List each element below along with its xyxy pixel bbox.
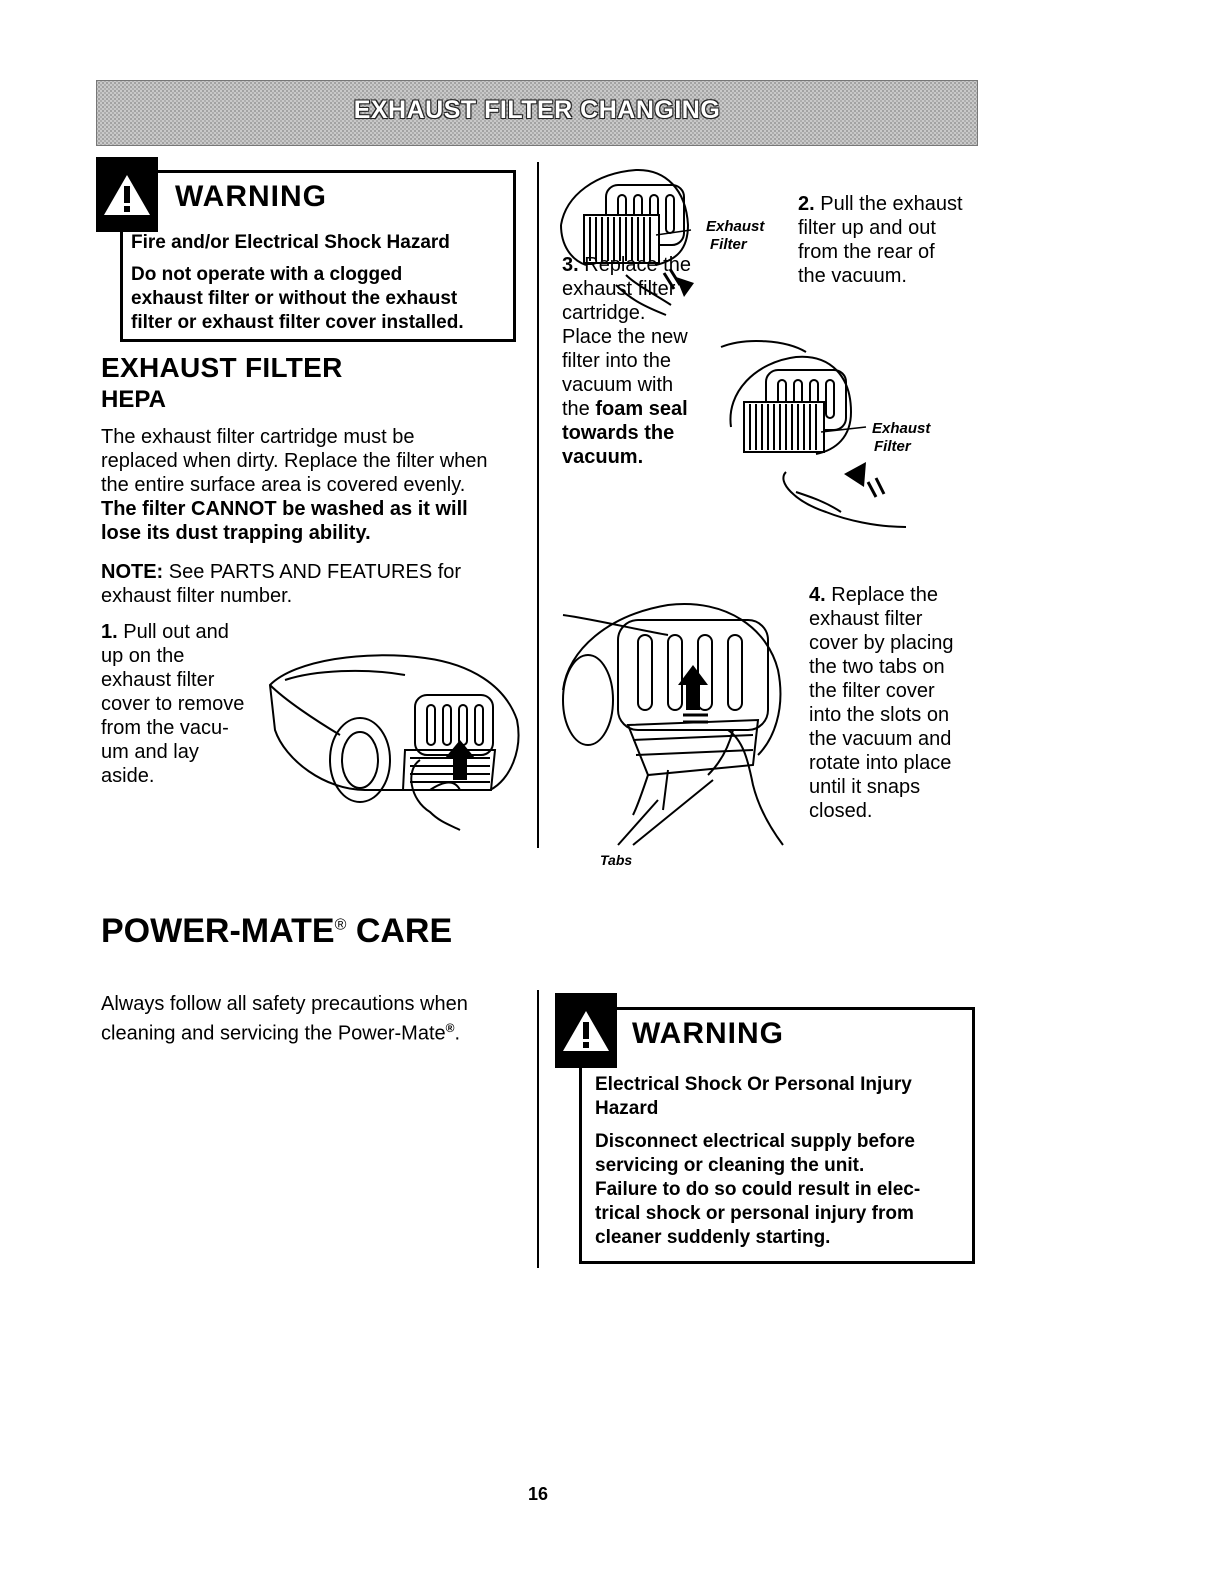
text-line: the vacuum. <box>798 265 907 287</box>
step-2-text <box>798 192 988 288</box>
warning-title: WARNING <box>175 180 327 213</box>
warning-line: filter or exhaust filter cover installed. <box>131 312 464 333</box>
column-divider-bottom <box>537 990 539 1268</box>
text-line: exhaust filter <box>101 669 215 691</box>
text-line: from the rear of <box>798 241 935 263</box>
step-1-text <box>101 620 261 788</box>
step-number: 1. <box>101 621 118 643</box>
text-line: trical shock or personal injury from <box>595 1203 914 1224</box>
text-line: Disconnect electrical supply before <box>595 1131 915 1152</box>
powermate-intro <box>101 992 531 1046</box>
text-line: Pull out and <box>117 621 229 643</box>
warning-title: WARNING <box>632 1017 784 1050</box>
note-text: See PARTS AND FEATURES for <box>163 561 462 583</box>
page-number: 16 <box>528 1484 549 1504</box>
text-line: up on the <box>101 645 185 667</box>
text-line: filter into the <box>562 350 671 372</box>
heading-text: POWER-MATE <box>101 912 335 950</box>
warning-flag <box>555 993 617 1068</box>
text-line: the <box>562 398 596 420</box>
text-line: vacuum with <box>562 374 674 396</box>
replace-cover-illustration <box>558 590 808 850</box>
exhaust-filter-callout <box>706 218 764 254</box>
column-divider-top <box>537 162 539 848</box>
text-line: Place the new <box>562 326 688 348</box>
callout-line: Exhaust <box>706 218 765 235</box>
callout-line: Exhaust <box>872 420 931 437</box>
note-block <box>101 560 531 608</box>
text-line: closed. <box>809 800 873 822</box>
tabs-callout: Tabs <box>600 852 633 868</box>
text-line: the filter cover <box>809 680 935 702</box>
text-line: servicing or cleaning the unit. <box>595 1155 865 1176</box>
text-line: aside. <box>101 765 155 787</box>
note-label: NOTE: <box>101 561 164 583</box>
step-3-text <box>562 253 712 469</box>
step-4-text <box>809 583 979 823</box>
text-line: exhaust filter <box>809 608 923 630</box>
text-line: Electrical Shock Or Personal Injury <box>595 1074 912 1095</box>
text-line: cover by placing <box>809 632 954 654</box>
text-line: cleaning and servicing the Power-Mate <box>101 1022 446 1045</box>
text-line: rotate into place <box>809 752 952 774</box>
registered-mark: ® <box>445 1021 455 1035</box>
text-line: cartridge. <box>562 302 646 324</box>
warning-line: Do not operate with a clogged <box>131 264 403 285</box>
text-line: cover to remove <box>101 693 245 715</box>
text-line: until it snaps <box>809 776 921 798</box>
text-line: lose its dust trapping ability. <box>101 522 371 544</box>
text-line: . <box>454 1022 461 1045</box>
note-text: exhaust filter number. <box>101 585 293 607</box>
text-line: cleaner suddenly starting. <box>595 1227 831 1248</box>
text-line: Pull the exhaust <box>814 193 963 215</box>
text-line: into the slots on <box>809 704 950 726</box>
powermate-heading <box>101 912 452 951</box>
vacuum-filter-cover-illustration <box>255 640 525 830</box>
text-line: exhaust filter <box>562 278 676 300</box>
warning-flag <box>96 157 158 232</box>
warning-triangle-icon <box>561 1008 611 1054</box>
text-line: from the vacu- <box>101 717 229 739</box>
text-bold: foam seal <box>595 398 688 420</box>
warning-hazard-text: Fire and/or Electrical Shock Hazard <box>131 232 450 253</box>
text-line: the two tabs on <box>809 656 945 678</box>
exhaust-filter-callout <box>872 420 930 456</box>
banner-title: EXHAUST FILTER CHANGING <box>353 96 721 124</box>
text-line: the entire surface area is covered evenly. <box>101 474 466 496</box>
registered-mark: ® <box>334 916 347 934</box>
heading-text: CARE <box>346 912 453 950</box>
text-line: the vacuum and <box>809 728 952 750</box>
text-line: Failure to do so could result in elec- <box>595 1179 921 1200</box>
text-line: Replace the <box>578 254 691 276</box>
text-line: filter up and out <box>798 217 936 239</box>
text-line: vacuum. <box>562 446 644 468</box>
warning-hazard-text <box>595 1073 912 1121</box>
step-number: 4. <box>809 584 826 606</box>
step-number: 2. <box>798 193 815 215</box>
step-number: 3. <box>562 254 579 276</box>
warning-body <box>595 1130 920 1250</box>
text-line: replaced when dirty. Replace the filter when <box>101 450 488 472</box>
text-line: The exhaust filter cartridge must be <box>101 426 415 448</box>
callout-line: Filter <box>874 438 911 455</box>
warning-triangle-icon <box>102 172 152 218</box>
text-line: Always follow all safety precautions when <box>101 993 468 1015</box>
filter-description <box>101 425 531 545</box>
text-line: The filter CANNOT be washed as it will <box>101 498 468 520</box>
callout-line: Filter <box>710 236 747 253</box>
exhaust-filter-heading: EXHAUST FILTER <box>101 352 343 383</box>
hepa-subheading: HEPA <box>101 386 166 413</box>
text-line: Hazard <box>595 1098 659 1119</box>
section-banner <box>96 80 978 146</box>
text-line: Replace the <box>825 584 938 606</box>
text-line: um and lay <box>101 741 199 763</box>
warning-line: exhaust filter or without the exhaust <box>131 288 458 309</box>
text-line: towards the <box>562 422 675 444</box>
